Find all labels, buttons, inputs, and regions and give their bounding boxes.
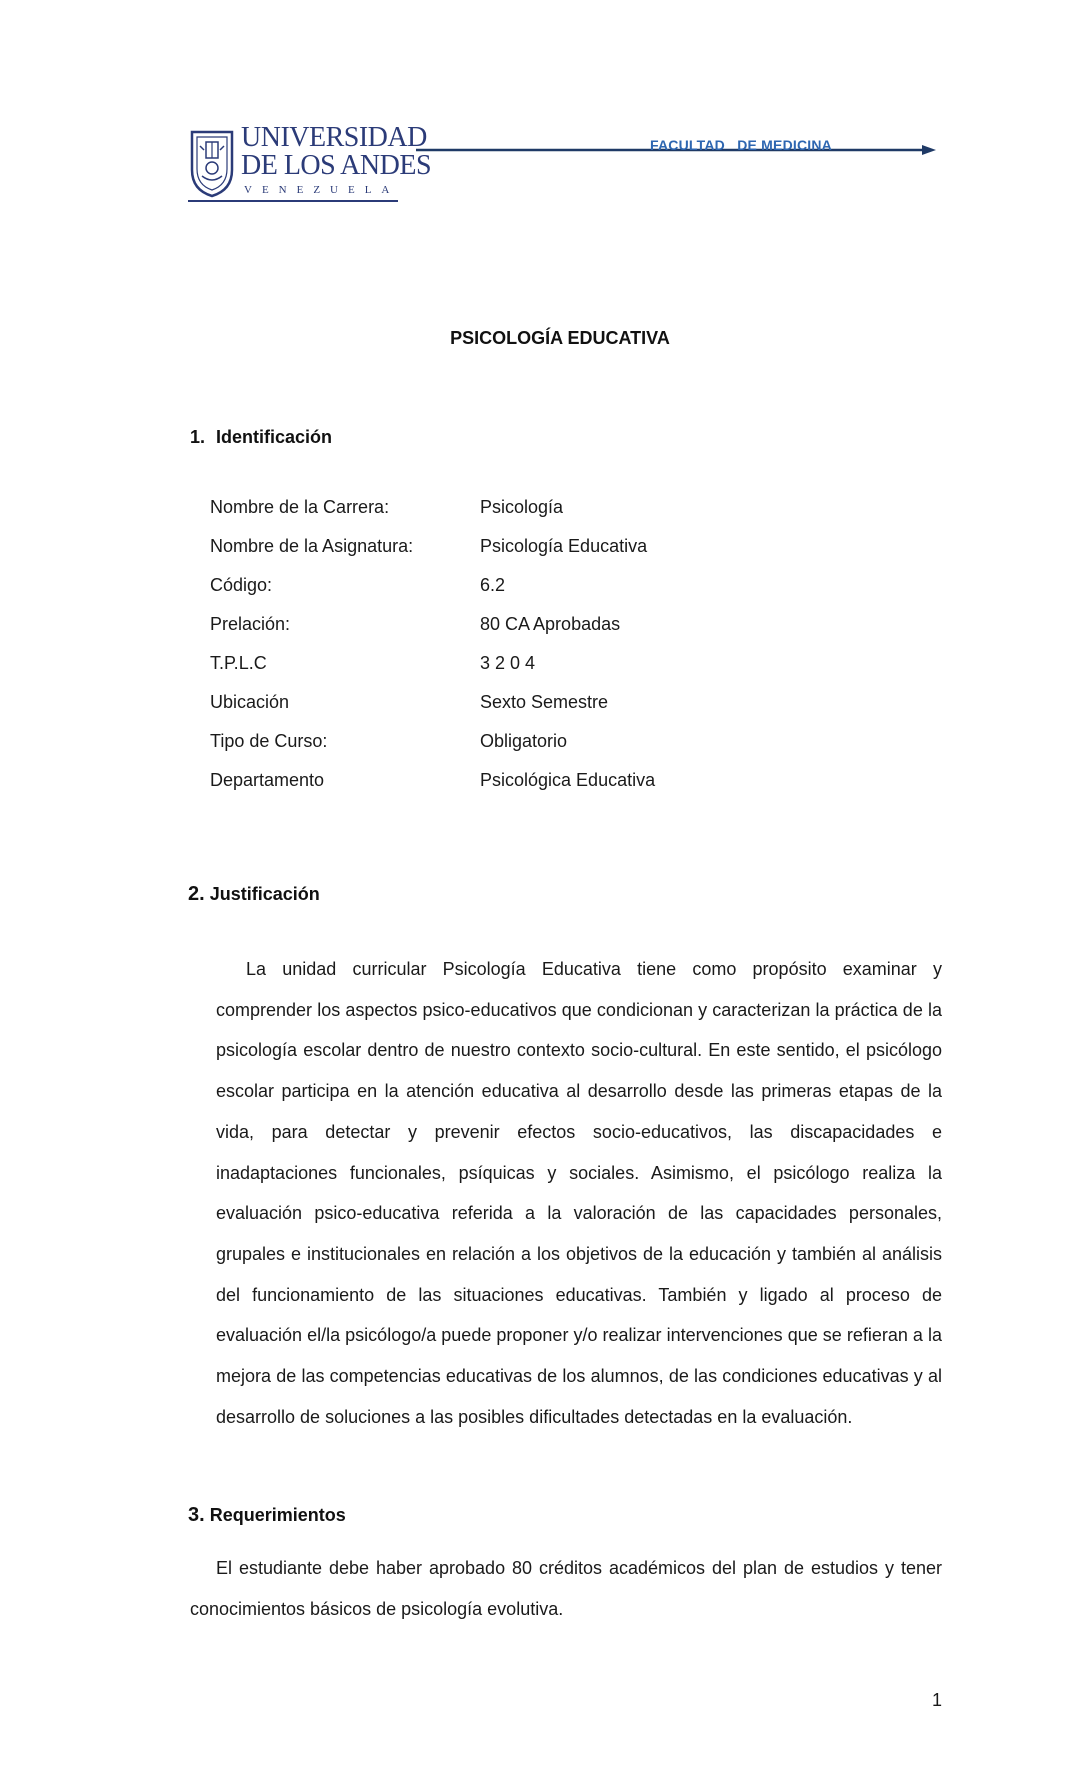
- field-label: Código:: [210, 575, 273, 595]
- table-row: [210, 650, 730, 676]
- table-row: [210, 728, 730, 754]
- section-number: 2.: [188, 883, 205, 905]
- section-heading-requerimientos: [188, 1504, 346, 1527]
- logo-text-de-los-andes: DE LOS ANDES: [241, 150, 432, 181]
- field-value: 80 CA Aprobadas: [480, 614, 621, 634]
- section-title: Identificación: [216, 427, 333, 447]
- document-title: PSICOLOGÍA EDUCATIVA: [450, 328, 670, 348]
- table-row: [210, 494, 730, 520]
- field-label: Tipo de Curso:: [210, 731, 328, 751]
- table-row: [210, 767, 730, 793]
- field-label: Prelación:: [210, 614, 291, 634]
- section-title: Justificación: [209, 884, 320, 904]
- field-value: Psicología: [480, 497, 564, 517]
- logo-text-universidad: UNIVERSIDAD: [241, 122, 427, 153]
- table-row: [210, 533, 730, 559]
- field-value: 6.2: [480, 575, 506, 595]
- field-label: Ubicación: [210, 692, 290, 712]
- section-heading-justificacion: [188, 883, 320, 906]
- page-number: 1: [932, 1690, 943, 1710]
- section-number: 3.: [188, 1504, 205, 1526]
- field-label: T.P.L.C: [210, 653, 267, 673]
- logo-text-venezuela: VENEZUELA: [244, 184, 400, 196]
- field-label: Departamento: [210, 770, 325, 790]
- field-label: Nombre de la Asignatura:: [210, 536, 414, 556]
- faculty-label: FACULTAD DE MEDICINA: [650, 137, 832, 153]
- field-value: Sexto Semestre: [480, 692, 609, 712]
- field-value: 3 2 0 4: [480, 653, 536, 673]
- justificacion-paragraph: La unidad curricular Psicología Educativa tiene como propósito examinar y comprender los aspectos psico-educativos que condicionan y caracterizan la práctica de la psicología escolar dentro de nuestro contexto socio-cultural. En este sentido, el psicólogo escolar participa en la atención educativa al desarrollo desde las primeras etapas de la vida, para detectar y prevenir efectos socio-educativos, las discapacidades e inadaptaciones funcionales, psíquicas y sociales. Asimismo, el psicólogo realiza la evaluación psico-educativa referida a la valoración de las capacidades personales, grupales e institucionales en relación a los objetivos de la educación y también al análisis del funcionamiento de las situaciones educativas. También y ligado al proceso de evaluación el/la psicólogo/a puede proponer y/o realizar intervenciones que se refieran a la mejora de las competencias educativas de los alumnos, de las condiciones educativas y al desarrollo de soluciones a las posibles dificultades detectadas en la evaluación.: [216, 959, 942, 1427]
- field-value: Psicológica Educativa: [480, 770, 656, 790]
- table-row: [210, 572, 730, 598]
- section-heading-identificacion: [190, 427, 332, 448]
- university-seal-icon: [188, 126, 236, 198]
- table-row: [210, 611, 730, 637]
- logo-underline: [188, 200, 398, 202]
- university-logo: [188, 122, 432, 204]
- field-value: Psicología Educativa: [480, 536, 648, 556]
- field-value: Obligatorio: [480, 731, 568, 751]
- identification-table: [210, 494, 730, 806]
- section-title: Requerimientos: [209, 1505, 346, 1525]
- field-label: Nombre de la Carrera:: [210, 497, 390, 517]
- requerimientos-paragraph: El estudiante debe haber aprobado 80 créditos académicos del plan de estudios y tener conocimientos básicos de psicología evolutiva.: [190, 1558, 942, 1619]
- table-row: [210, 689, 730, 715]
- section-number: 1.: [190, 427, 206, 447]
